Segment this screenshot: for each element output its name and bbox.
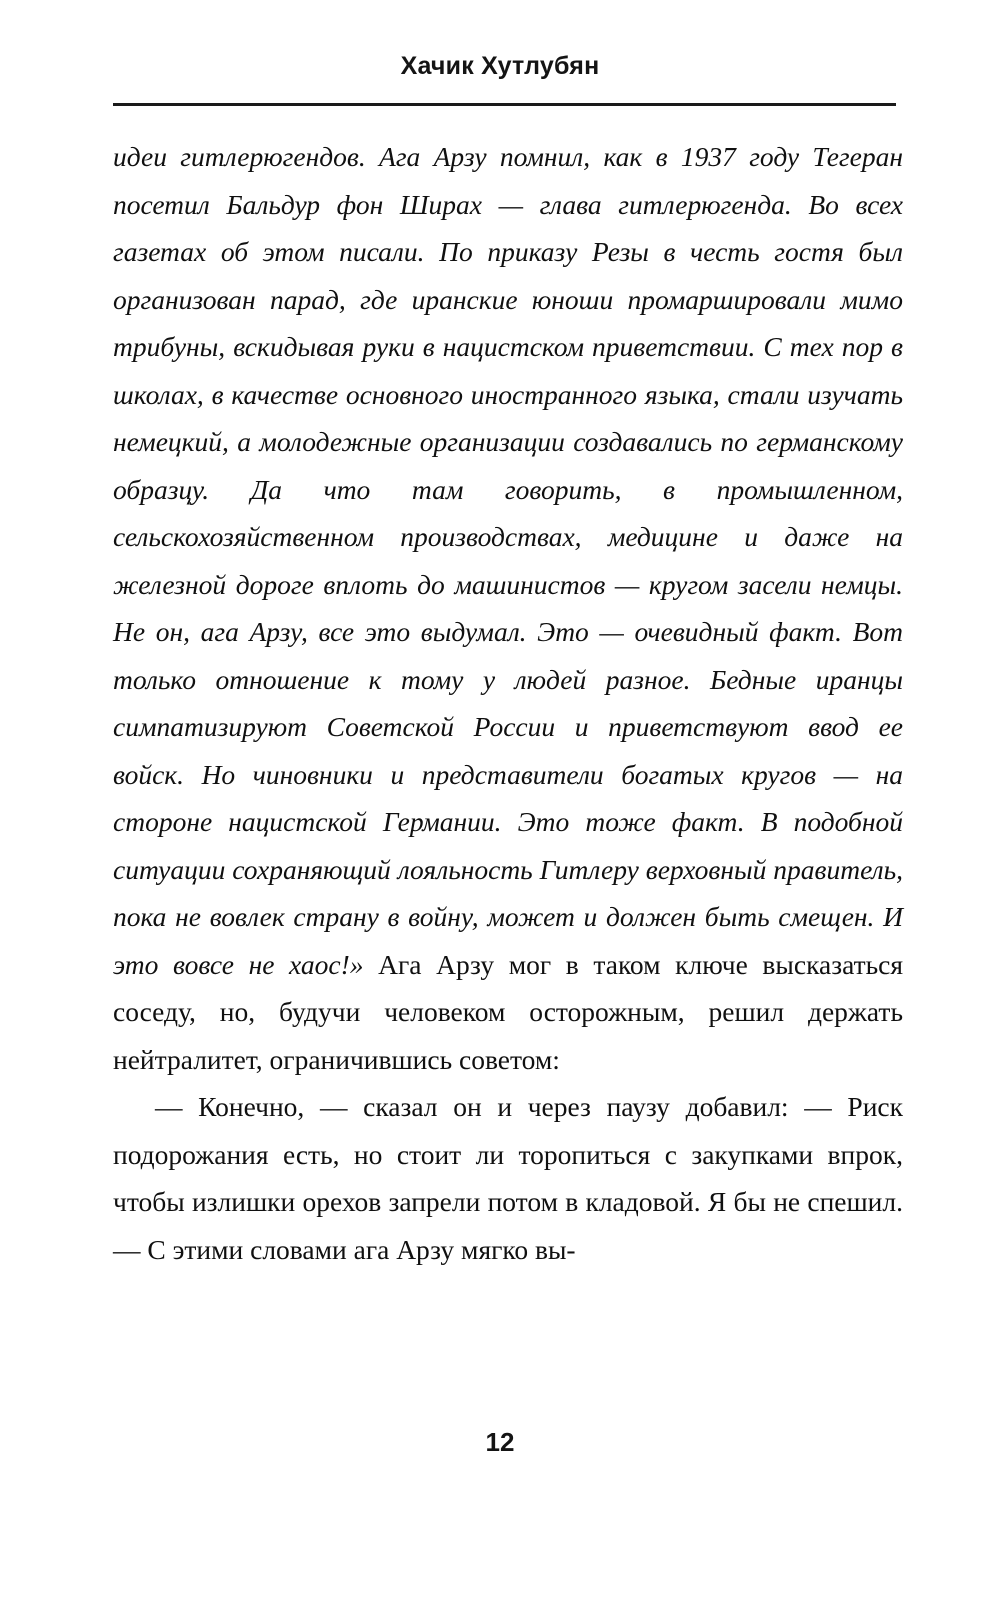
- header-divider: [113, 103, 896, 106]
- quoted-speech: идеи гитлерюгендов. Ага Арзу помнил, как в 1937 году Тегеран посетил Бальдур фон Ширах — глава гитлерюгенда. Во всех газетах об этом писали. По приказу Резы в честь гостя был организован парад, где иранские юноши промаршировали мимо трибуны, вскидывая руки в нацистском приветствии. С тех пор в школах, в качестве основного иностранного языка, стали изучать немецкий, а молодежные организации создавались по германскому образцу. Да что там говорить, в промышленном, сельскохозяйственном производствах, медицине и даже на железной дороге вплоть до машинистов — кругом засели немцы. Не он, ага Арзу, все это выдумал. Это — очевидный факт. Вот только отношение к тому у людей разное. Бедные иранцы симпатизируют Советской России и приветствуют ввод ее войск. Но чиновники и представители богатых кругов — на стороне нацистской Германии. Это тоже факт. В подобной ситуации сохраняющий лояльность Гитлеру верховный правитель, пока не вовлек страну в войну, может и должен быть смещен. И это вовсе не хаос!»: [113, 141, 903, 980]
- paragraph-dialogue: — Конечно, — сказал он и через паузу добавил: — Риск подорожания есть, но стоит ли торопиться с закупками впрок, чтобы излишки орехов запрели потом в кладовой. Я бы не спешил. — С этими словами ага Арзу мягко вы-: [113, 1091, 903, 1265]
- paragraph-quote: [113, 133, 903, 1083]
- running-head: Хачик Хутлубян: [400, 52, 600, 80]
- page-body: [113, 133, 903, 1273]
- narration-after-quote: Ага Арзу мог в таком ключе высказаться соседу, но, будучи человеком осторожным, решил держать нейтралитет, ограничившись советом:: [113, 948, 903, 1075]
- page-number: 12: [485, 1427, 515, 1457]
